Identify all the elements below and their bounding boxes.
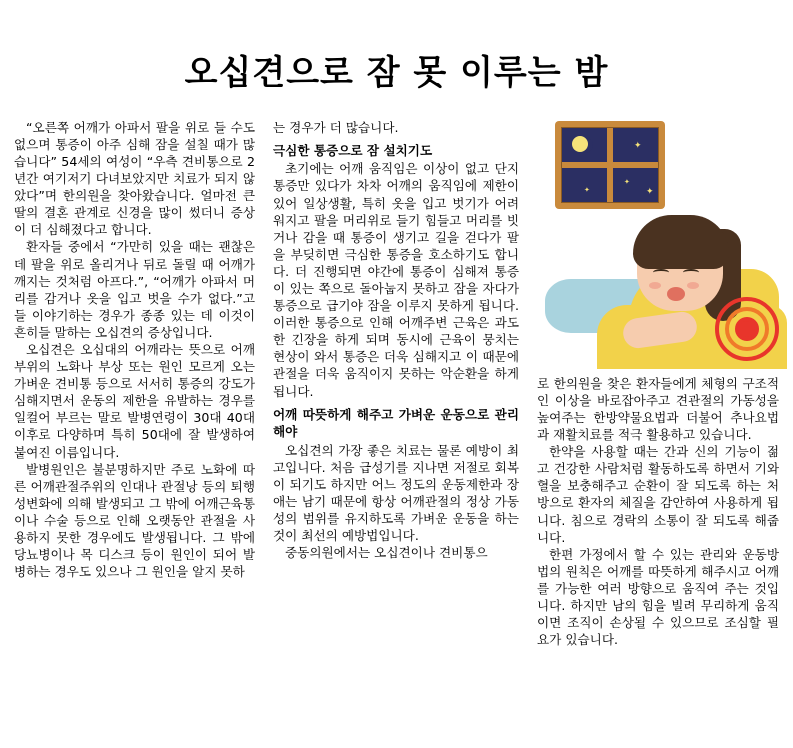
paragraph: 발병원인은 불분명하지만 주로 노화에 따른 어깨관절주위의 인대나 관절낭 등의 퇴행성변화에 의해 발생되고 그 밖에 어깨근육통이나 수술 등으로 인해 오랫동안 관절을 사용하지 못한 경우에도 발생됩니다. 그 밖에 당뇨병이나 목 디스크 등이 원인이 되어 발병하는 경우도 있으나 그 원인을 알지 못하 <box>14 461 255 580</box>
page-title: 오십견으로 잠 못 이루는 밤 <box>184 52 609 93</box>
pain-ring-center <box>735 317 759 341</box>
star-icon: ✦ <box>646 186 654 197</box>
paragraph: 는 경우가 더 많습니다. <box>273 119 399 135</box>
star-icon: ✦ <box>634 140 642 151</box>
window-pane <box>561 127 659 203</box>
hair-top <box>633 215 729 269</box>
paragraph: 한편 가정에서 할 수 있는 관리와 운동방법의 원칙은 어깨를 따뜻하게 해주시고 어깨를 가능한 여러 방향으로 움직여 주는 것입니다. 하지만 남의 힘을 빌려 무리하게 움직이면 조직이 손상될 수 있으므로 조심할 필요가 있습니다. <box>537 546 779 648</box>
star-icon: ✦ <box>624 177 630 186</box>
window-icon <box>555 121 665 209</box>
cheek-right <box>687 282 699 289</box>
star-icon: ✦ <box>584 185 590 194</box>
sleepless-shoulder-pain-illustration <box>537 119 782 369</box>
article-columns <box>0 119 793 744</box>
moon-icon <box>572 136 588 152</box>
eye-left <box>653 269 669 276</box>
paragraph: 환자들 중에서 “가만히 있을 때는 괜찮은데 팔을 위로 올리거나 뒤로 돌릴 때 어깨가 깨지는 것처럼 아프다.”, “어깨가 아파서 머리를 감거나 옷을 입고 벗을 수가 없다.”고들 이야기하는 경우가 종종 있는 데 이것이 흔히들 말하는 오십견의 증상입니다. <box>14 239 255 340</box>
paragraph: 로 한의원을 찾은 환자들에게 체형의 구조적인 이상을 바로잡아주고 견관절의 가동성을 높여주는 한방약물요법과 더불어 추나요법과 재활치료를 적극 활용하고 있습니다. <box>537 375 779 443</box>
eye-right <box>683 269 699 276</box>
paragraph: 오십견의 가장 좋은 치료는 물론 예방이 최고입니다. 처음 급성기를 지나면 저절로 회복이 되기도 하지만 어느 정도의 운동제한과 장애는 남기 때문에 항상 어깨관절의 정상 가동성의 범위를 유지하도록 가벼운 운동을 하는 것이 최선의 예방법입니다. <box>273 442 519 544</box>
window-mullion-horizontal <box>562 162 658 168</box>
column-1 <box>0 119 264 744</box>
cheek-left <box>649 282 661 289</box>
paragraph: 중동의원에서는 오십견이나 견비통으 <box>285 545 488 561</box>
section-subheading: 어깨 따뜻하게 해주고 가벼운 운동으로 관리해야 <box>273 406 519 440</box>
paragraph: 한약을 사용할 때는 간과 신의 기능이 젊고 건강한 사람처럼 활동하도록 하면서 기와 혈을 보충해주고 순환이 잘 되도록 하는 처방으로 환자의 체질을 감안하여 사용하게 됩니다. 침으로 경락의 소통이 잘 되도록 해줍니다. <box>537 444 779 545</box>
paragraph: 초기에는 어깨 움직임은 이상이 없고 단지 통증만 있다가 차차 어깨의 움직임에 제한이 있어 일상생활, 특히 옷을 입고 벗기가 어려워지고 팔을 머리위로 들기 힘들고 머리를 빗거나 감을 때 통증이 생기고 길을 걷다가 팔을 부딪히면 극심한 통증을 호소하기도 합니다. 더 진행되면 야간에 통증이 심해져 통증이 있는 쪽으로 돌아눕지 못하고 잠을 자다가 통증으로 급기야 잠을 이루지 못하게 됩니다. 이러한 통증으로 인해 어깨주변 근육은 과도한 긴장을 하게 되며 동시에 근육이 뭉치는 현상이 와서 통증은 더욱 심해지고 이 때문에 관절을 더욱 움직이지 못하는 악순환을 하게 됩니다. <box>273 161 519 399</box>
column-3 <box>528 119 793 744</box>
paragraph: 오십견은 오십대의 어깨라는 뜻으로 어깨 부위의 노화나 부상 또는 원인 모르게 오는 가벼운 견비통 등으로 서서히 통증의 강도가 심해지면서 운동의 제한을 유발하는 경우를 일컬어 부르는 말로 발병연령이 30대 40대 이후로 다양하며 특히 50대에 잘 발생하여 붙여진 이름입니다. <box>14 341 255 460</box>
column-2 <box>264 119 528 744</box>
article-page <box>0 23 793 748</box>
paragraph: “오른쪽 어깨가 아파서 팔을 위로 들 수도 없으며 통증이 아주 심해 잠을 설칠 때가 많습니다” 54세의 여성이 “우측 견비통으로 2년간 여기저기 다녀보았지만 치료가 되지 않았다”며 한의원을 찾아왔습니다. 얼마전 큰 딸의 결혼 관계로 신경을 많이 썼더니 증상이 더 심해졌다고 합니다. <box>14 119 255 238</box>
mouth-shape <box>667 287 685 301</box>
pain-marker-icon <box>715 297 779 361</box>
section-subheading: 극심한 통증으로 잠 설치기도 <box>273 142 433 158</box>
